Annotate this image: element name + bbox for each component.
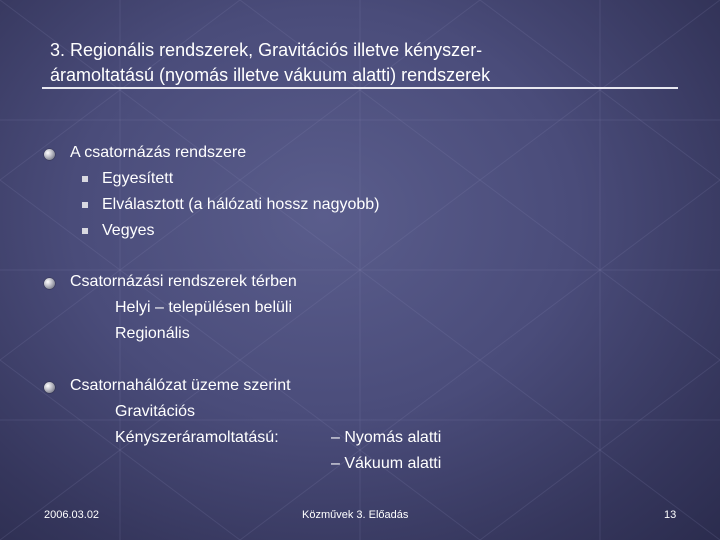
- list-item: Kényszeráramoltatású:: [115, 429, 279, 446]
- bullet-icon: [44, 382, 55, 393]
- list-item: Vegyes: [102, 222, 155, 239]
- sub-list-item: – Nyomás alatti: [331, 429, 442, 446]
- section-heading-3: Csatornahálózat üzeme szerint: [70, 377, 291, 394]
- section-heading-1: A csatornázás rendszere: [70, 144, 247, 161]
- slide-title: [50, 38, 680, 88]
- square-bullet-icon: [82, 228, 88, 234]
- square-bullet-icon: [82, 176, 88, 182]
- bullet-icon: [44, 149, 55, 160]
- title-underline: [42, 87, 678, 89]
- list-item: Helyi – településen belüli: [115, 299, 292, 316]
- list-item: Regionális: [115, 325, 190, 342]
- list-item: Gravitációs: [115, 403, 196, 420]
- slide-title-line-1: 3. Regionális rendszerek, Gravitációs illetve kényszer-: [50, 40, 483, 60]
- sub-list-item: – Vákuum alatti: [331, 455, 442, 472]
- slide-title-line-2: áramoltatású (nyomás illetve vákuum alatti) rendszerek: [50, 65, 491, 85]
- list-item: Egyesített: [102, 170, 174, 187]
- footer-date: 2006.03.02: [44, 509, 100, 521]
- bullet-icon: [44, 278, 55, 289]
- section-heading-2: Csatornázási rendszerek térben: [70, 273, 297, 290]
- square-bullet-icon: [82, 202, 88, 208]
- footer-title: Közművek 3. Előadás: [302, 509, 409, 521]
- page-number: 13: [664, 509, 677, 521]
- list-item: Elválasztott (a hálózati hossz nagyobb): [102, 196, 380, 213]
